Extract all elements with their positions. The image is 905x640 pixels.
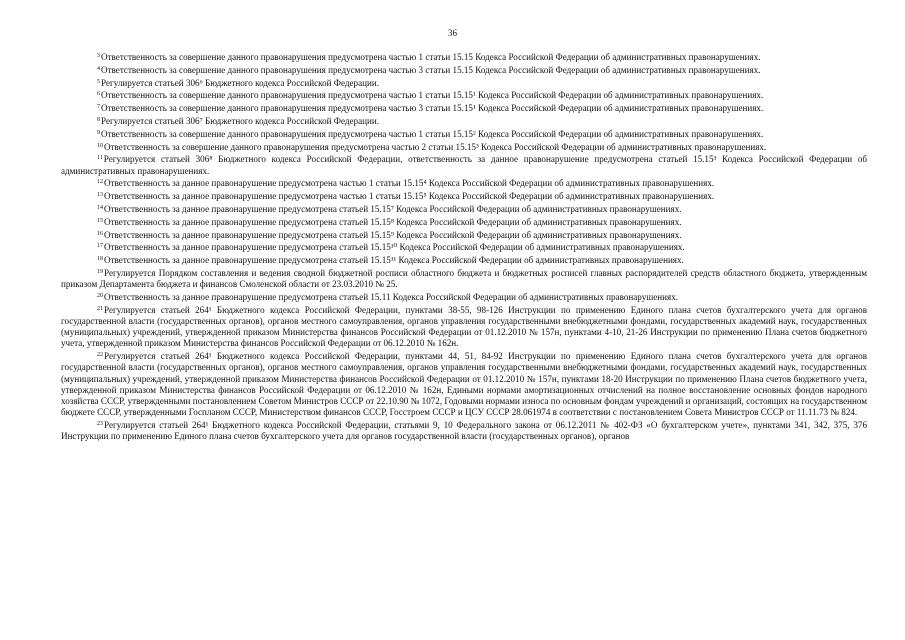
footnote — [61, 292, 867, 303]
footnote-text: Регулируется статьей 306⁶ Бюджетного кодекса Российской Федерации. — [101, 77, 379, 88]
footnote — [61, 420, 867, 442]
footnote-number: 8 — [97, 116, 100, 123]
footnote — [61, 65, 867, 76]
footnote-number: 22 — [97, 352, 103, 359]
footnote — [61, 154, 867, 176]
footnote-text: Регулируется статьей 264¹ Бюджетного кодекса Российской Федерации, пунктами 44, 51, 84-92 Инструкции по применению Единого плана счетов бухгалтерского учета для органов государственной власти (государственных органов), органов местного самоуправления, органов управления государственными внебюджетными фондами, государственных академий наук, государственных (муниципальных) учреждений, утвержденной приказом Министерства финансов Российской Федерации от 01.12.2010 № 157н, пунктами 18-20 Инструкции по применению Плана счетов бюджетного учета, утвержденной приказом Министерства финансов Российской Федерации от 06.12.2010 № 162н, Едиными нормами амортизационных отчислений на полное восстановление основных фондов народного хозяйства СССР, утвержденными постановлением Советом Министров СССР от 22.10.90 № 1072, Годовыми нормами износа по основным фондам учреждений и организаций, состоящих на государственном бюджете СССР, утвержденными Госпланом СССР, Министерством финансов СССР, Госстроем СССР и ЦСУ СССР 28.061974 в соответствии с постановлением Совета Министров СССР от 11.11.73 № 824. — [61, 351, 867, 418]
footnote-number: 11 — [97, 155, 103, 162]
footnote-text: Ответственность за данное правонарушение предусмотрена статьей 15.11 Кодекса Российской Федерации об административных правонарушениях. — [104, 291, 679, 302]
footnote-text: Ответственность за совершение данного правонарушения предусмотрена частью 2 статьи 15.15³ Кодекса Российской Федерации об административных правонарушениях. — [104, 141, 767, 152]
footnote-number: 15 — [97, 217, 103, 224]
footnote-number: 10 — [97, 142, 103, 149]
footnote-number: 7 — [97, 104, 100, 111]
footnote-text: Ответственность за данное правонарушение предусмотрена статьей 15.15⁷ Кодекса Российской Федерации об административных правонарушениях. — [104, 203, 682, 214]
footnote-text: Регулируется Порядком составления и ведения сводной бюджетной росписи областного бюджета и бюджетных росписей главных распорядителей средств областного бюджета, утвержденным приказом Департамента бюджета и финансов Смоленской области от 23.03.2010 № 25. — [61, 267, 867, 290]
footnote — [61, 191, 867, 202]
footnote — [61, 351, 867, 418]
footnote-number: 17 — [97, 243, 103, 250]
footnote-number: 19 — [97, 268, 103, 275]
footnotes-list — [61, 52, 867, 444]
footnote-number: 14 — [97, 204, 103, 211]
footnote-text: Ответственность за данное правонарушение предусмотрена статьей 15.15⁹ Кодекса Российской Федерации об административных правонарушениях. — [104, 229, 682, 240]
footnote — [61, 90, 867, 101]
footnote — [61, 78, 867, 89]
footnote-text: Ответственность за совершение данного правонарушения предусмотрена частью 1 статьи 15.15¹ Кодекса Российской Федерации об административных правонарушениях. — [101, 90, 764, 101]
footnote — [61, 268, 867, 290]
footnote-number: 12 — [97, 179, 103, 186]
footnote-number: 23 — [97, 420, 103, 427]
footnote-text: Регулируется статьей 264¹ Бюджетного кодекса Российской Федерации, пунктами 38-55, 98-126 Инструкции по применению Единого плана счетов бухгалтерского учета для органов государственной власти (государственных органов), органов местного самоуправления, органов управления государственными внебюджетными фондами, государственных академий наук, государственных (муниципальных) учреждений, утвержденной приказом Министерства финансов Российской Федерации от 01.12.2010 № 157н, пунктами 4-10, 21-26 Инструкции по применению Плана счетов бюджетного учета, утвержденной приказом Министерства финансов Российской Федерации от 06.12.2010 № 162н. — [61, 304, 867, 349]
footnote — [61, 116, 867, 127]
footnote — [61, 217, 867, 228]
footnote-text: Ответственность за совершение данного правонарушения предусмотрена частью 3 статьи 15.15 Кодекса Российской Федерации об административных правонарушениях. — [101, 64, 761, 75]
footnote-text: Ответственность за данное правонарушение предусмотрена статьей 15.15¹¹ Кодекса Российской Федерации об административных правонарушениях. — [104, 255, 684, 266]
footnote-number: 4 — [97, 65, 100, 72]
footnote — [61, 52, 867, 63]
footnote-number: 5 — [97, 78, 100, 85]
footnote-number: 3 — [97, 53, 100, 59]
footnote-text: Регулируется статьей 306⁸ Бюджетного кодекса Российской Федерации, ответственность за данное правонарушение предусмотрена статьей 15.15³ Кодекса Российской Федерации об административных правонарушениях. — [61, 154, 867, 176]
footnote-number: 9 — [97, 129, 100, 136]
footnote — [61, 230, 867, 241]
footnote — [61, 129, 867, 140]
footnote-number: 16 — [97, 230, 103, 237]
footnote — [61, 255, 867, 266]
footnote-number: 18 — [97, 256, 103, 263]
page-number: 36 — [448, 28, 457, 38]
footnote-text: Ответственность за совершение данного правонарушения предусмотрена частью 1 статьи 15.15² Кодекса Российской Федерации об административных правонарушениях. — [101, 128, 764, 139]
footnote — [61, 142, 867, 153]
footnote — [61, 204, 867, 215]
footnote-text: Ответственность за данное правонарушение предусмотрена частью 1 статьи 15.15⁴ Кодекса Российской Федерации об административных правонарушениях. — [104, 178, 715, 189]
footnote — [61, 103, 867, 114]
footnote — [61, 178, 867, 189]
footnote-text: Ответственность за данное правонарушение предусмотрена частью 1 статьи 15.15⁵ Кодекса Российской Федерации об административных правонарушениях. — [104, 191, 715, 202]
footnote-number: 21 — [97, 305, 103, 312]
footnote — [61, 305, 867, 350]
footnote-number: 13 — [97, 192, 103, 199]
footnote-number: 20 — [97, 292, 103, 299]
footnote — [61, 242, 867, 253]
footnote-text: Ответственность за данное правонарушение предусмотрена статьей 15.15¹⁰ Кодекса Российской Федерации об административных правонарушениях. — [104, 242, 685, 253]
footnote-text: Ответственность за совершение данного правонарушения предусмотрена частью 3 статьи 15.15¹ Кодекса Российской Федерации об административных правонарушениях. — [101, 103, 764, 114]
footnote-number: 6 — [97, 91, 100, 98]
footnote-text: Ответственность за данное правонарушение предусмотрена статьей 15.15⁸ Кодекса Российской Федерации об административных правонарушениях. — [104, 216, 682, 227]
footnote-text: Регулируется статьей 264¹ Бюджетного кодекса Российской Федерации, статьями 9, 10 Федерального закона от 06.12.2011 № 402-ФЗ «О бухгалтерском учете», пунктами 341, 342, 375, 376 Инструкции по применению Единого плана счетов бухгалтерского учета для органов государственной власти (государственных органов), органов — [61, 419, 867, 442]
footnote-text: Ответственность за совершение данного правонарушения предусмотрена частью 1 статьи 15.15 Кодекса Российской Федерации об административных правонарушениях. — [101, 52, 761, 62]
footnote-text: Регулируется статьей 306⁷ Бюджетного кодекса Российской Федерации. — [101, 115, 379, 126]
